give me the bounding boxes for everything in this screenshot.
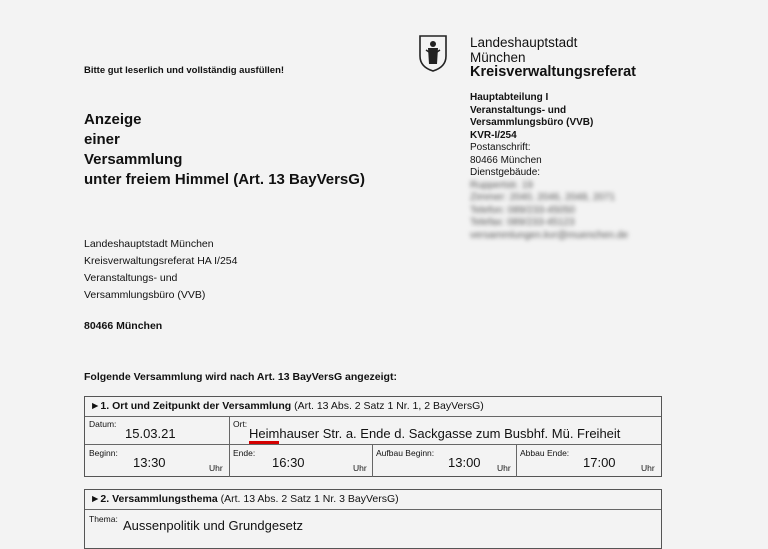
section1-heading-bold: ►1. Ort und Zeitpunkt der Versammlung [90, 400, 292, 412]
beginn-field[interactable]: 13:30 [133, 455, 166, 470]
authority-block [470, 35, 636, 80]
thema-field[interactable]: Aussenpolitik und Grundgesetz [123, 518, 303, 533]
postal-label: Postanschrift: [470, 142, 531, 153]
abbau-label: Abbau Ende: [520, 448, 570, 458]
munich-coat-of-arms-icon [418, 34, 448, 72]
uhr-label: Uhr [353, 463, 367, 473]
datum-field[interactable]: 15.03.21 [125, 426, 176, 441]
office-label: Dienstgebäude: [470, 167, 541, 178]
authority-department: Kreisverwaltungsreferat [470, 64, 637, 80]
redacted-line: Zimmer: 2040, 2046, 2048, 2071 [470, 192, 616, 203]
abbau-field[interactable]: 17:00 [583, 455, 616, 470]
thema-label: Thema: [89, 514, 118, 524]
section1-heading-rest: (Art. 13 Abs. 2 Satz 1 Nr. 1, 2 BayVersG) [291, 400, 484, 412]
section2-heading [90, 493, 399, 505]
recipient-zip: 80466 München [84, 320, 163, 332]
address-line: Kreisverwaltungsreferat HA I/254 [84, 255, 238, 267]
ende-label: Ende: [233, 448, 256, 458]
authority-subline: Hauptabteilung I [470, 92, 549, 103]
redacted-contact [470, 180, 628, 243]
title-line: Anzeige [84, 111, 142, 128]
section1-heading [90, 400, 484, 412]
aufbau-field[interactable]: 13:00 [448, 455, 481, 470]
authority-subline: KVR-I/254 [470, 129, 517, 141]
ort-field[interactable] [249, 426, 620, 441]
section2-heading-rest: (Art. 13 Abs. 2 Satz 1 Nr. 3 BayVersG) [217, 493, 399, 505]
fill-instruction: Bitte gut leserlich und vollständig ausfüllen! [84, 65, 285, 76]
recipient-address [84, 236, 238, 304]
ende-field[interactable]: 16:30 [272, 455, 305, 470]
beginn-label: Beginn: [89, 448, 118, 458]
section1-box [84, 396, 662, 477]
title-line: unter freiem Himmel (Art. 13 BayVersG) [84, 171, 365, 188]
uhr-label: Uhr [497, 463, 511, 473]
uhr-label: Uhr [641, 463, 655, 473]
ort-value: hauser Str. a. Ende d. Sackgasse zum Busbhf. Mü. Freiheit [279, 426, 621, 441]
uhr-label: Uhr [209, 463, 223, 473]
intro-text: Folgende Versammlung wird nach Art. 13 BayVersG angezeigt: [84, 371, 397, 383]
section2-box [84, 489, 662, 549]
redacted-line: Telefon: 089/233-45050 [470, 204, 576, 216]
address-line: Landeshauptstadt München [84, 238, 214, 250]
aufbau-label: Aufbau Beginn: [376, 448, 435, 458]
title-line: einer [84, 131, 120, 148]
postal-zip: 80466 München [470, 154, 542, 166]
address-line: Versammlungsbüro (VVB) [84, 289, 206, 301]
ort-label: Ort: [233, 419, 248, 429]
ort-highlight: Heim [249, 426, 279, 444]
authority-subline: Versammlungsbüro (VVB) [470, 117, 594, 128]
form-title [84, 110, 365, 190]
authority-details [470, 92, 628, 242]
section2-heading-bold: ►2. Versammlungsthema [90, 493, 218, 505]
address-line: Veranstaltungs- und [84, 272, 178, 284]
title-line: Versammlung [84, 151, 183, 168]
redacted-line: versammlungen.kvr@muenchen.de [470, 229, 629, 241]
authority-city-name: München [470, 50, 526, 65]
authority-city: Landeshauptstadt [470, 35, 578, 50]
redacted-line: Telefax: 089/233-45123 [470, 217, 575, 228]
redacted-line: Ruppertstr. 19 [470, 179, 533, 191]
authority-subline: Veranstaltungs- und [470, 104, 567, 116]
datum-label: Datum: [89, 419, 117, 429]
